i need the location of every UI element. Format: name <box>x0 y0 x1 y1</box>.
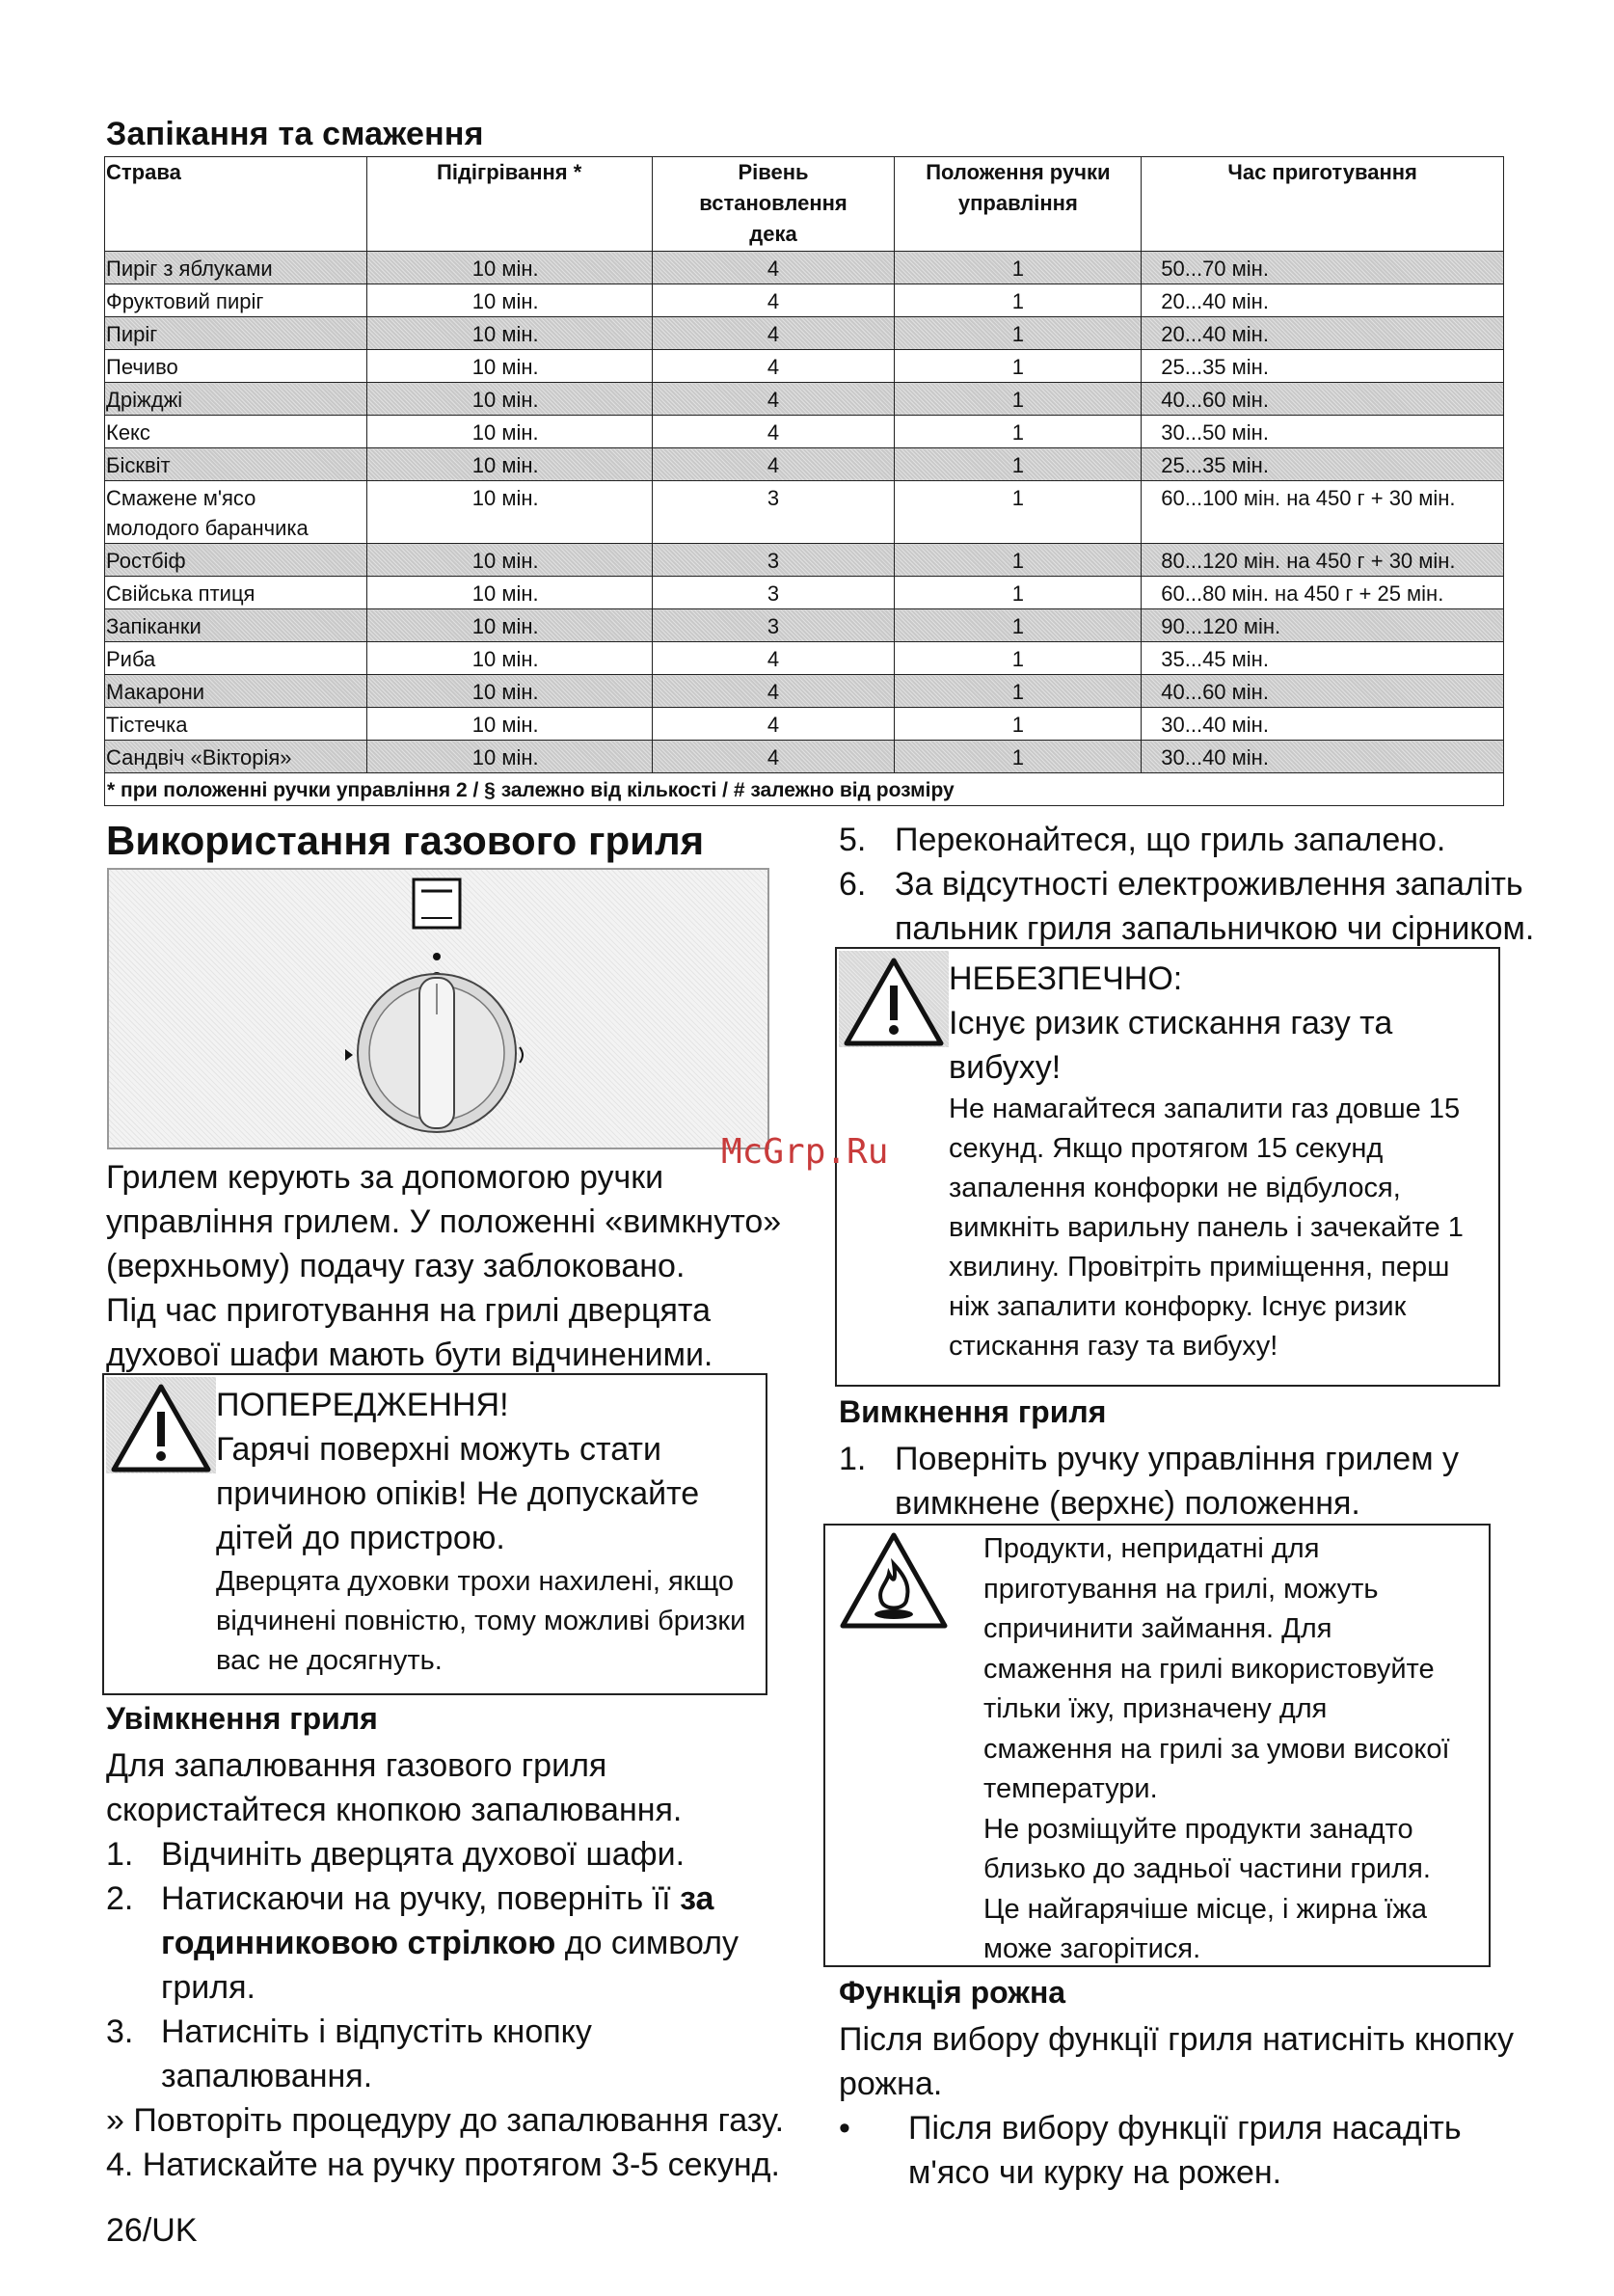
cell-preheat: 10 мін. <box>366 544 652 577</box>
cell-dish: Бісквіт <box>105 448 367 481</box>
header-time: Час приготування <box>1142 157 1504 252</box>
ignite-step-1-num: 1. <box>106 1836 134 1873</box>
cell-position: 1 <box>895 609 1142 642</box>
warning-text: Гарячі поверхні можуть стати причиною опіків! Не допускайте дітей до пристрою. <box>216 1431 700 1556</box>
cell-preheat: 10 мін. <box>366 383 652 416</box>
cell-position: 1 <box>895 741 1142 773</box>
left-arrow-icon <box>345 1049 353 1061</box>
table-row <box>105 708 1504 741</box>
ignite-repeat: » Повторіть процедуру до запалювання газу. <box>106 2102 785 2139</box>
cell-level: 4 <box>652 708 895 741</box>
cell-dish: Свійська птиця <box>105 577 367 609</box>
table-row <box>105 675 1504 708</box>
cell-preheat: 10 мін. <box>366 448 652 481</box>
warning-box <box>102 1373 767 1695</box>
ignite-step-2: Натискаючи на ручку, поверніть її за годинниковою стрілкою до символу гриля. <box>161 1880 739 2006</box>
cell-time: 30...40 мін. <box>1142 708 1504 741</box>
cell-dish: Сандвіч «Вікторія» <box>105 741 367 773</box>
cell-position: 1 <box>895 252 1142 284</box>
spit-bullet: Після вибору функції гриля насадіть м'ясо чи курку на рожен. <box>908 2110 1462 2191</box>
cell-position: 1 <box>895 284 1142 317</box>
ignite-step-1: Відчиніть дверцята духової шафи. <box>161 1836 686 1873</box>
watermark: McGrp.Ru <box>721 1132 889 1172</box>
gas-grill-title: Використання газового гриля <box>106 818 705 863</box>
table-header-row <box>105 157 1504 252</box>
cell-level: 4 <box>652 642 895 675</box>
cell-level: 3 <box>652 609 895 642</box>
cell-position: 1 <box>895 350 1142 383</box>
cell-dish: Смажене м'ясо молодого баранчика <box>105 481 367 544</box>
table-row <box>105 609 1504 642</box>
fire-warning-box <box>823 1524 1491 1967</box>
cooking-table <box>104 156 1504 806</box>
table-row <box>105 741 1504 773</box>
off-step-1: Поверніть ручку управління грилем у вимкнене (верхнє) положення. <box>895 1441 1460 1522</box>
grill-knob-diagram <box>109 870 767 1148</box>
cell-time: 20...40 мін. <box>1142 284 1504 317</box>
cell-dish: Макарони <box>105 675 367 708</box>
cell-dish: Запіканки <box>105 609 367 642</box>
cell-dish: Пиріг з яблуками <box>105 252 367 284</box>
step-5: Переконайтеся, що гриль запалено. <box>895 822 1446 858</box>
danger-box <box>835 947 1500 1387</box>
cell-preheat: 10 мін. <box>366 609 652 642</box>
fire-hazard-icon <box>839 1531 949 1632</box>
cell-level: 4 <box>652 284 895 317</box>
gas-grill-intro: Грилем керують за допомогою ручки управління грилем. У положенні «вимкнуто» (верхньому) подачу газу заблоковано. Під час приготування на грилі дверцята духової шафи мають бути відчиненими. <box>106 1159 782 1373</box>
spit-title: Функція рожна <box>839 1975 1066 2010</box>
cell-time: 90...120 мін. <box>1142 609 1504 642</box>
right-arrow-icon <box>520 1047 523 1063</box>
section-title: Запікання та смаження <box>106 116 484 152</box>
warning-note: Дверцята духовки трохи нахилені, якщо відчинені повністю, тому можливі бризки вас не досягнуть. <box>216 1566 746 1676</box>
danger-note: Не намагайтеся запалити газ довше 15 секунд. Якщо протягом 15 секунд запалення конфорки не відбулося, вимкніть варильну панель і зачекайте 1 хвилину. Провітріть приміщення, перш ніж запалити конфорку. Існує ризик стискання газу та вибуху! <box>949 1094 1464 1362</box>
warning-heading: ПОПЕРЕДЖЕННЯ! <box>216 1387 509 1423</box>
header-level: Рівень встановлення дека <box>652 157 895 252</box>
cell-position: 1 <box>895 317 1142 350</box>
fire-warning-text: Продукти, непридатні для приготування на грилі, можуть спричинити займання. Для смаження на грилі використовуйте тільки їжу, призначену для смаження на грилі за умови високої температури. Не розміщуйте продукти занадто близько до задньої частини гриля. Це найгарячіше місце, і жирна їжа може загорітися. <box>983 1533 1450 1964</box>
cell-level: 3 <box>652 481 895 544</box>
cell-dish: Пиріг <box>105 317 367 350</box>
cell-dish: Риба <box>105 642 367 675</box>
spit-intro: Після вибору функції гриля натисніть кнопку рожна. <box>839 2021 1515 2102</box>
cell-time: 35...45 мін. <box>1142 642 1504 675</box>
ignite-intro: Для запалювання газового гриля скористайтеся кнопкою запалювання. <box>106 1747 683 1828</box>
cell-position: 1 <box>895 577 1142 609</box>
cell-position: 1 <box>895 544 1142 577</box>
table-row <box>105 252 1504 284</box>
cell-preheat: 10 мін. <box>366 577 652 609</box>
table-row <box>105 284 1504 317</box>
cell-time: 80...120 мін. на 450 г + 30 мін. <box>1142 544 1504 577</box>
danger-triangle-icon <box>843 957 945 1047</box>
ignite-step-3: Натисніть і відпустіть кнопку запалювання. <box>161 2013 592 2094</box>
cell-time: 50...70 мін. <box>1142 252 1504 284</box>
cell-preheat: 10 мін. <box>366 416 652 448</box>
table-row <box>105 416 1504 448</box>
table-footnote-row <box>105 773 1504 806</box>
step-5-num: 5. <box>839 822 867 858</box>
cell-position: 1 <box>895 708 1142 741</box>
cell-level: 4 <box>652 416 895 448</box>
cell-time: 40...60 мін. <box>1142 383 1504 416</box>
header-position: Положення ручки управління <box>895 157 1142 252</box>
cell-time: 30...40 мін. <box>1142 741 1504 773</box>
cell-preheat: 10 мін. <box>366 481 652 544</box>
danger-text: Існує ризик стискання газу та вибуху! <box>949 1005 1393 1086</box>
cell-position: 1 <box>895 675 1142 708</box>
cell-dish: Печиво <box>105 350 367 383</box>
cell-time: 25...35 мін. <box>1142 448 1504 481</box>
cell-time: 60...100 мін. на 450 г + 30 мін. <box>1142 481 1504 544</box>
cell-dish: Кекс <box>105 416 367 448</box>
off-step-1-num: 1. <box>839 1441 867 1477</box>
cell-level: 4 <box>652 252 895 284</box>
cell-level: 4 <box>652 675 895 708</box>
off-title: Вимкнення гриля <box>839 1394 1107 1429</box>
cell-level: 4 <box>652 741 895 773</box>
cell-preheat: 10 мін. <box>366 642 652 675</box>
cell-time: 30...50 мін. <box>1142 416 1504 448</box>
table-row <box>105 317 1504 350</box>
cell-dish: Тістечка <box>105 708 367 741</box>
cell-time: 60...80 мін. на 450 г + 25 мін. <box>1142 577 1504 609</box>
cell-level: 4 <box>652 317 895 350</box>
cell-position: 1 <box>895 642 1142 675</box>
cell-preheat: 10 мін. <box>366 284 652 317</box>
cell-level: 4 <box>652 383 895 416</box>
cell-preheat: 10 мін. <box>366 675 652 708</box>
grill-symbol-icon <box>414 879 460 928</box>
ignite-step-4: 4. Натискайте на ручку протягом 3-5 секунд. <box>106 2147 780 2183</box>
cell-level: 3 <box>652 544 895 577</box>
cell-time: 20...40 мін. <box>1142 317 1504 350</box>
table-footnote: * при положенні ручки управління 2 / § залежно від кількості / # залежно від розміру <box>105 773 1504 806</box>
spit-bullet-char: • <box>839 2110 850 2147</box>
cell-preheat: 10 мін. <box>366 741 652 773</box>
cell-dish: Фруктовий пиріг <box>105 284 367 317</box>
page-number: 26/UK <box>106 2212 198 2249</box>
danger-heading: НЕБЕЗПЕЧНО: <box>949 960 1183 997</box>
cell-level: 4 <box>652 350 895 383</box>
cell-dish: Дріжджі <box>105 383 367 416</box>
header-preheat: Підігрівання * <box>366 157 652 252</box>
control-knob-illustration <box>107 868 769 1149</box>
table-row <box>105 481 1504 544</box>
table-row <box>105 350 1504 383</box>
cell-level: 3 <box>652 577 895 609</box>
cell-preheat: 10 мін. <box>366 350 652 383</box>
cell-preheat: 10 мін. <box>366 252 652 284</box>
cell-time: 25...35 мін. <box>1142 350 1504 383</box>
cell-position: 1 <box>895 416 1142 448</box>
header-dish: Страва <box>105 157 367 252</box>
cell-position: 1 <box>895 481 1142 544</box>
table-row <box>105 544 1504 577</box>
cell-preheat: 10 мін. <box>366 708 652 741</box>
step-6-num: 6. <box>839 866 867 903</box>
table-row <box>105 448 1504 481</box>
cell-position: 1 <box>895 448 1142 481</box>
cell-time: 40...60 мін. <box>1142 675 1504 708</box>
table-row <box>105 642 1504 675</box>
cell-dish: Ростбіф <box>105 544 367 577</box>
ignite-step-3-num: 3. <box>106 2013 134 2050</box>
ignite-title: Увімкнення гриля <box>106 1701 378 1736</box>
warning-triangle-icon <box>110 1383 212 1473</box>
cell-position: 1 <box>895 383 1142 416</box>
ignite-step-2-num: 2. <box>106 1880 134 1917</box>
cell-preheat: 10 мін. <box>366 317 652 350</box>
cell-level: 4 <box>652 448 895 481</box>
table-row <box>105 383 1504 416</box>
table-row <box>105 577 1504 609</box>
step-6: За відсутності електроживлення запаліть пальник гриля запальничкою чи сірником. <box>895 866 1535 947</box>
